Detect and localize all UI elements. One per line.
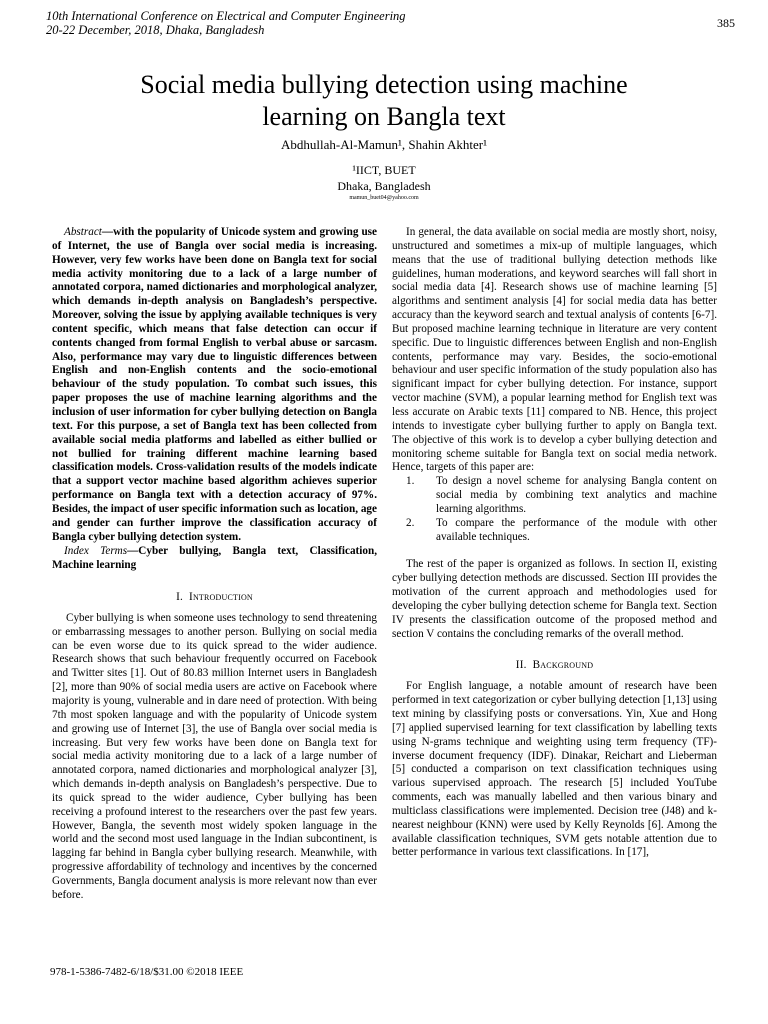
section-title: Introduction <box>189 591 253 604</box>
introduction-paragraph: Cyber bullying is when someone uses technology to send threatening or embarrassing messages to another person. Bullying on social media can be even worse due to its quick spread to the wider audience. Research shows that such behaviour frequently occurred on Facebook and Twitter sites [1]. Out of 80.83 million Internet users in Bangladesh [2], more than 90% of social media users are active on Facebook where majority is young, vulnerable and in dare need of protection. With being 7th most spoken language and with the popularity of Unicode system and growing use of Internet [3], the use of Bangla over social media is increasing. But very few works have been done on Bangla text for social media activity monitoring due to a lack of a large number of annotated corpora, named dictionaries and morphological analyzer [3], which demands in-depth analysis on Bangladesh’s perspective. Due to its quick spread to the wider audience, Cyber bullying has been receiving a profound interest to the researchers over the past few years. However, Bangla, the seventh most widely spoken language in the world and the second most used language in the Indian subcontinent, is lagging far behind in Bangla cyber bullying research. Meanwhile, with progressive affordability of technology and incentives by the concerned Governments, Bangla document analysis is more relevant now than ever before. <box>52 611 377 901</box>
left-column <box>52 226 377 903</box>
index-terms-text: —Cyber bullying, Bangla text, Classification, Machine learning <box>52 545 377 572</box>
organization-paragraph: The rest of the paper is organized as follows. In section II, existing cyber bullying detection methods are discussed. Section III provides the motivation of the current approach and methodologies used for developing the cyber bullying detection scheme for Bangla text. Section IV presents the classification outcome of the proposed method and section V contains the concluding remarks of the overall method. <box>392 558 717 640</box>
list-number: 1. <box>406 475 415 488</box>
title-line-1: Social media bullying detection using machine <box>140 70 628 99</box>
abstract <box>52 226 377 544</box>
list-text: To compare the performance of the module with other available techniques. <box>436 516 717 543</box>
title-line-2: learning on Bangla text <box>262 102 506 131</box>
author-email: mamun_buet04@yahoo.com <box>349 195 419 201</box>
index-terms <box>52 545 377 573</box>
section-heading-introduction <box>52 591 377 605</box>
page-number: 385 <box>717 16 735 30</box>
affiliation-block <box>0 162 768 194</box>
list-item <box>392 517 717 545</box>
conference-dates: 20-22 December, 2018, Dhaka, Bangladesh <box>46 23 265 37</box>
list-number: 2. <box>406 516 415 529</box>
affiliation: ¹IICT, BUET <box>352 163 416 177</box>
copyright-footer: 978-1-5386-7482-6/18/$31.00 ©2018 IEEE <box>50 966 244 978</box>
section-numeral: I. <box>176 591 184 604</box>
section-title: Background <box>532 659 594 672</box>
list-item <box>392 475 717 517</box>
section-numeral: II. <box>515 659 527 672</box>
index-terms-lead: Index Terms <box>64 545 128 558</box>
section-heading-background <box>392 659 717 673</box>
right-column <box>392 226 717 860</box>
authors: Abdhullah-Al-Mamun¹, Shahin Akhter¹ <box>280 137 488 152</box>
abstract-text: —with the popularity of Unicode system and growing use of Internet, the use of Bangla over social media is increasing. However, very few works have been done on Bangla text for social media activity monitoring due to a lack of a large number of annotated corpora, named dictionaries and morphological analyzer, which demands in-depth analysis on Bangladesh’s perspective. Moreover, solving the issue by applying available techniques is very content specific, which means that false detection can occur if contents changed from formal English to verbal abuse or sarcasm. Also, performance may vary due to linguistic differences between English and non-English contents and the socio-emotional behaviour of the study population. To combat such issues, this paper proposes the use of machine learning algorithms and the inclusion of user information for cyber bullying detection on Bangla text. For this purpose, a set of Bangla text has been collected from available social media platforms and labelled as either bullied or not bullied for training different machine learning based classification models. Cross-validation results of the models indicate that a support vector machine based algorithm achieves superior performance on Bangla text with a detection accuracy of 97%. Besides, the impact of user specific information such as location, age and gender can further improve the classification accuracy of Bangla cyber bullying detection system. <box>52 226 377 543</box>
introduction-paragraph-continued: In general, the data available on social media are mostly short, noisy, unstructured and sometimes a mix-up of multiple languages, which means that the use of traditional bullying detection methods like guidelines, human moderations, and keyword searches will fall short in social media data [4]. Research shows use of machine learning [5] algorithms and sentiment analysis [4] for social media data has better accuracy than the keyword search and textual analysis of contents [6-7]. But proposed machine learning technique in literature are very content specific. Due to linguistic differences between English and non-English contents, performance may vary. Besides, the socio-emotional behaviour and user specific information of the study population also has significant impact for cyber bullying detection. For instance, support vector machine (SVM), a popular learning method for English text was less accurate on Arabic texts [11] compared to NB. Hence, this project intends to investigate cyber bullying further to apply on Bangla text. The objective of this work is to develop a cyber bullying detection and monitoring scheme suitable for Bangla text on social media network. Hence, targets of this paper are: <box>392 226 717 474</box>
abstract-lead: Abstract <box>64 226 102 238</box>
location: Dhaka, Bangladesh <box>337 179 431 193</box>
conference-name: 10th International Conference on Electrical and Computer Engineering <box>46 9 406 23</box>
running-header <box>46 9 406 37</box>
list-text: To design a novel scheme for analysing Bangla content on social media by combining text analytics and machine learning algorithms. <box>436 475 717 515</box>
background-paragraph: For English language, a notable amount of research have been performed in text categorization or cyber bullying detection [1,13] using text mining by classifying posts or conversations. Yin, Xue and Hong [7] applied supervised learning for text classification by labelling texts using N-grams technique and weighting using term frequency (TF)-inverse document frequency (IDF). Dinakar, Reichart and Lieberman [5] conducted a comparison on text classification techniques using various supervised approach. The research [5] included YouTube comments, each was manually labelled and then various binary and multiclass classifications were implemented. Decision tree (J48) and k-nearest neighbour (KNN) were used by Kelly Reynolds [6]. Among the available classification techniques, SVM gets notable attention due to better performance in various text classifications. In [17], <box>392 680 717 859</box>
paper-title <box>40 69 728 133</box>
